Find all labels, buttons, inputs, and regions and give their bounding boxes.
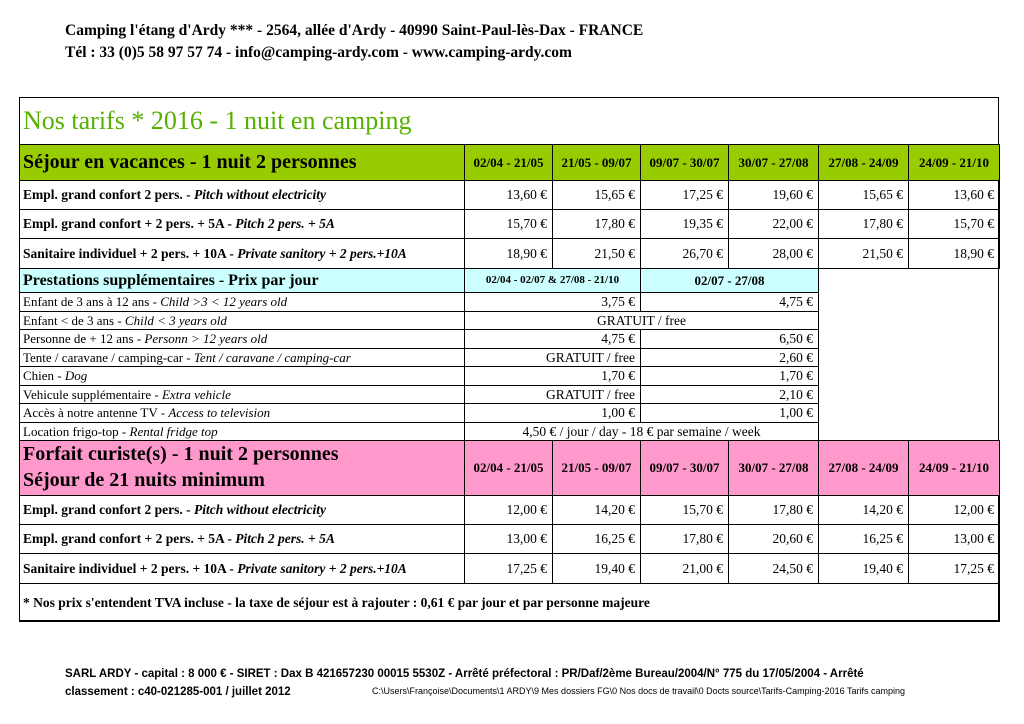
period-header: 21/05 - 09/07	[552, 440, 641, 496]
prestation-row-label	[19, 311, 465, 330]
row-label-fr: Sanitaire individuel + 2 pers. + 10A -	[23, 246, 238, 261]
row-label-fr: Vehicule supplémentaire -	[23, 387, 162, 402]
price-cell: 13,00 €	[908, 524, 1000, 554]
row-label-en: Extra vehicle	[161, 387, 231, 402]
period-header: 09/07 - 30/07	[640, 144, 729, 181]
row-label-en: Rental fridge top	[129, 424, 218, 439]
row-label-en: Private sanitory + 2 pers.+10A	[237, 246, 407, 261]
row-label-fr: Enfant de 3 ans à 12 ans -	[23, 294, 161, 309]
row-label-fr: Empl. grand confort + 2 pers. + 5A -	[23, 216, 236, 231]
price-cell: 24,50 €	[728, 553, 819, 584]
price-cell: 17,80 €	[640, 524, 729, 554]
prestation-row-label	[19, 329, 465, 349]
prestations-col-low: 02/04 - 02/07 & 27/08 - 21/10	[464, 268, 641, 293]
price-cell: 15,65 €	[552, 180, 641, 210]
row-label-en: Pitch 2 pers. + 5A	[235, 216, 335, 231]
prestation-row-label	[19, 385, 465, 404]
row-label-fr: Tente / caravane / camping-car -	[23, 350, 194, 365]
price-cell: 19,40 €	[552, 553, 641, 584]
prestations-col-high: 02/07 - 27/08	[640, 268, 819, 293]
period-header: 24/09 - 21/10	[908, 144, 1000, 181]
prestation-value-low: 4,75 €	[464, 329, 641, 349]
prestation-value-high: 2,10 €	[640, 385, 819, 404]
prestation-value-high: 1,00 €	[640, 403, 819, 423]
period-header: 24/09 - 21/10	[908, 440, 1000, 496]
price-cell: 15,70 €	[464, 209, 553, 239]
row-label-fr: Location frigo-top -	[23, 424, 130, 439]
row-label-en: Child < 3 years old	[124, 313, 227, 328]
prestation-row-label	[19, 422, 465, 441]
period-header: 02/04 - 21/05	[464, 440, 553, 496]
price-cell: 17,80 €	[728, 495, 819, 525]
prestation-value-low: 1,00 €	[464, 403, 641, 423]
period-header: 02/04 - 21/05	[464, 144, 553, 181]
period-header: 27/08 - 24/09	[818, 144, 909, 181]
row-label-en: Private sanitory + 2 pers.+10A	[237, 561, 407, 576]
prestation-row-label	[19, 403, 465, 423]
price-cell: 15,70 €	[908, 209, 1000, 239]
prestations-heading: Prestations supplémentaires - Prix par jour	[19, 268, 465, 293]
price-cell: 20,60 €	[728, 524, 819, 554]
period-header: 27/08 - 24/09	[818, 440, 909, 496]
prestation-value-high: 6,50 €	[640, 329, 819, 349]
prestation-value-low: 3,75 €	[464, 292, 641, 312]
price-cell: 22,00 €	[728, 209, 819, 239]
price-cell: 17,80 €	[818, 209, 909, 239]
sejour-row-label	[19, 180, 465, 210]
row-label-en: Dog	[64, 368, 88, 383]
price-cell: 14,20 €	[552, 495, 641, 525]
footer-file-path: C:\Users\Françoise\Documents\1 ARDY\9 Mes dossiers FG\0 Nos docs de travail\0 Docts source\Tarifs-Camping-2016 Tarifs camping	[372, 686, 906, 696]
row-label-en: Pitch without electricity	[194, 187, 326, 202]
header-address: Camping l'étang d'Ardy *** - 2564, allée d'Ardy - 40990 Saint-Paul-lès-Dax - FRANCE	[65, 22, 644, 39]
price-cell: 17,25 €	[464, 553, 553, 584]
prestation-value-low: 1,70 €	[464, 366, 641, 386]
header-contact: Tél : 33 (0)5 58 97 57 74 - info@camping-ardy.com - www.camping-ardy.com	[65, 44, 572, 61]
period-header: 21/05 - 09/07	[552, 144, 641, 181]
prestation-value-low: GRATUIT / free	[464, 348, 641, 367]
row-label-fr: Accès à notre antenne TV -	[23, 405, 169, 420]
price-cell: 19,60 €	[728, 180, 819, 210]
row-label-fr: Empl. grand confort 2 pers. -	[23, 502, 194, 517]
price-cell: 18,90 €	[464, 238, 553, 269]
footer-classement: classement : c40-021285-001 / juillet 2012	[65, 686, 291, 698]
prestation-row-label	[19, 292, 465, 312]
prestation-value-high: 4,75 €	[640, 292, 819, 312]
prestation-row-label	[19, 366, 465, 386]
prestation-value-high: 2,60 €	[640, 348, 819, 367]
price-cell: 21,50 €	[818, 238, 909, 269]
price-cell: 17,25 €	[908, 553, 1000, 584]
row-label-en: Access to television	[168, 405, 271, 420]
row-label-en: Child >3 < 12 years old	[160, 294, 288, 309]
price-cell: 16,25 €	[552, 524, 641, 554]
price-cell: 17,25 €	[640, 180, 729, 210]
sejour-row-label	[19, 238, 465, 269]
price-cell: 12,00 €	[464, 495, 553, 525]
sejour-heading: Séjour en vacances - 1 nuit 2 personnes	[19, 144, 465, 181]
forfait-heading-line1: Forfait curiste(s) - 1 nuit 2 personnes	[23, 443, 339, 465]
forfait-row-label	[19, 524, 465, 554]
price-cell: 15,65 €	[818, 180, 909, 210]
price-cell: 21,00 €	[640, 553, 729, 584]
row-label-en: Pitch 2 pers. + 5A	[235, 531, 335, 546]
price-cell: 13,60 €	[908, 180, 1000, 210]
prestation-value-low: GRATUIT / free	[464, 385, 641, 404]
price-cell: 16,25 €	[818, 524, 909, 554]
forfait-heading	[19, 440, 465, 496]
period-header: 09/07 - 30/07	[640, 440, 729, 496]
price-cell: 12,00 €	[908, 495, 1000, 525]
sejour-row-label	[19, 209, 465, 239]
price-cell: 14,20 €	[818, 495, 909, 525]
price-cell: 26,70 €	[640, 238, 729, 269]
price-cell: 28,00 €	[728, 238, 819, 269]
price-cell: 13,60 €	[464, 180, 553, 210]
forfait-row-label	[19, 553, 465, 584]
price-cell: 18,90 €	[908, 238, 1000, 269]
price-cell: 17,80 €	[552, 209, 641, 239]
period-header: 30/07 - 27/08	[728, 144, 819, 181]
row-label-fr: Empl. grand confort 2 pers. -	[23, 187, 194, 202]
forfait-row-label	[19, 495, 465, 525]
prestation-row-label	[19, 348, 465, 367]
period-header: 30/07 - 27/08	[728, 440, 819, 496]
prestation-merged-value: 4,50 € / jour / day - 18 € par semaine / week	[464, 422, 819, 441]
price-cell: 19,35 €	[640, 209, 729, 239]
page-title: Nos tarifs * 2016 - 1 nuit en camping	[23, 106, 412, 135]
prestation-value-high: 1,70 €	[640, 366, 819, 386]
price-cell: 21,50 €	[552, 238, 641, 269]
price-cell: 19,40 €	[818, 553, 909, 584]
row-label-fr: Enfant < de 3 ans -	[23, 313, 125, 328]
price-cell: 13,00 €	[464, 524, 553, 554]
row-label-fr: Empl. grand confort + 2 pers. + 5A -	[23, 531, 236, 546]
row-label-en: Pitch without electricity	[194, 502, 326, 517]
row-label-en: Personn > 12 years old	[144, 331, 268, 346]
row-label-fr: Personne de + 12 ans -	[23, 331, 145, 346]
forfait-heading-line2: Séjour de 21 nuits minimum	[23, 469, 265, 491]
price-cell: 15,70 €	[640, 495, 729, 525]
footer-company: SARL ARDY - capital : 8 000 € - SIRET : Dax B 421657230 00015 5530Z - Arrêté préfectoral : PR/Daf/2ème Bureau/2004/N° 775 du 17/05/2004 - Arrêté	[65, 668, 864, 680]
row-label-fr: Sanitaire individuel + 2 pers. + 10A -	[23, 561, 238, 576]
tax-note: * Nos prix s'entendent TVA incluse - la taxe de séjour est à rajouter : 0,61 € par jour et par personne majeure	[19, 583, 1000, 622]
row-label-fr: Chien -	[23, 368, 65, 383]
row-label-en: Tent / caravane / camping-car	[193, 350, 351, 365]
prestation-merged-value: GRATUIT / free	[464, 311, 819, 330]
